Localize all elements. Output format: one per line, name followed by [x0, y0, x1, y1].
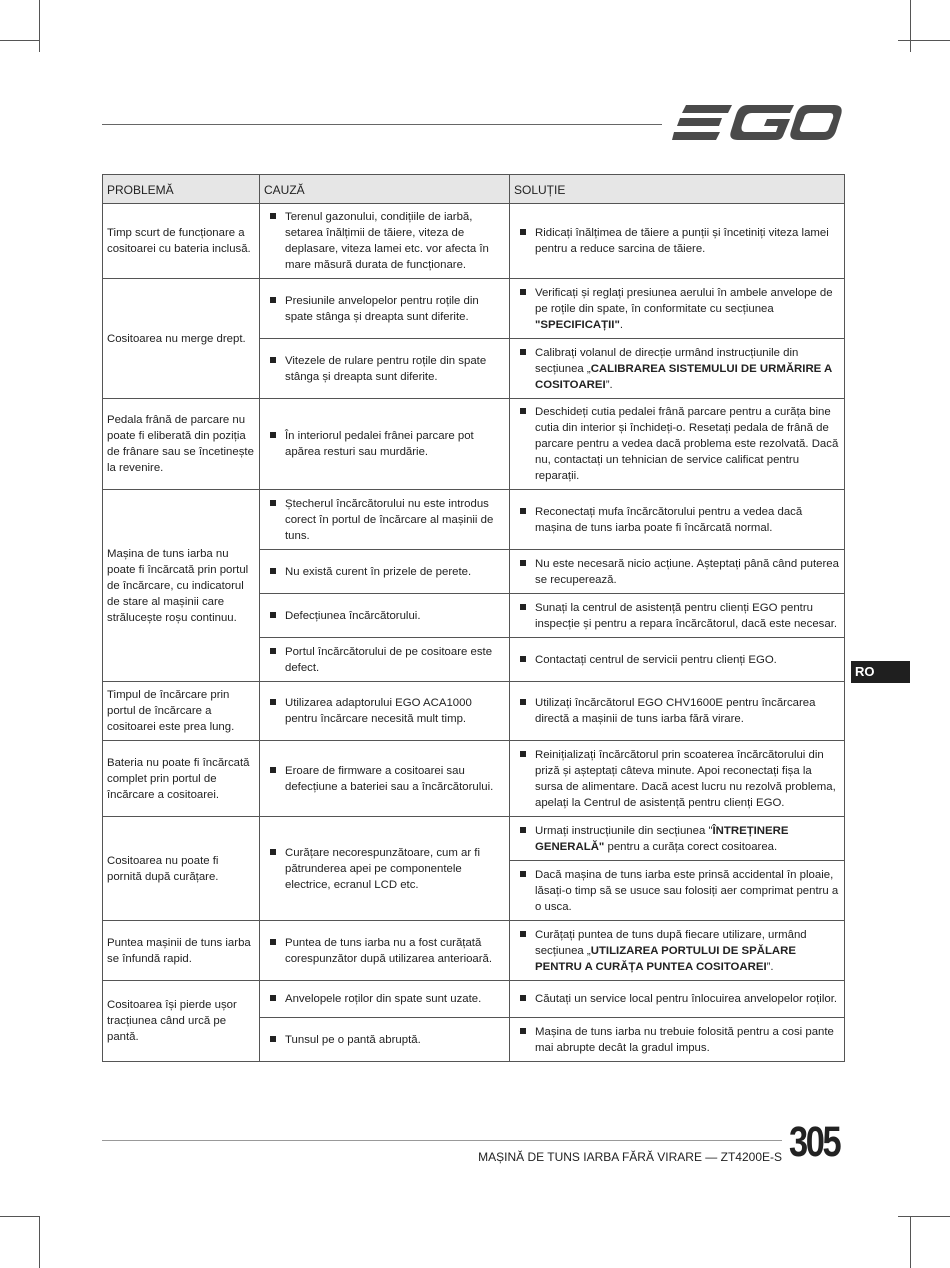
crop-mark — [898, 40, 950, 41]
problem-cell: Timpul de încărcare prin portul de încărcare a cositoarei este prea lung. — [103, 682, 260, 741]
problem-cell: Timp scurt de funcționare a cositoarei cu bateria inclusă. — [103, 204, 260, 279]
solution-cell — [510, 921, 845, 981]
troubleshooting-table — [102, 174, 845, 1062]
cause-text: În interiorul pedalei frânei parcare pot apărea resturi sau murdărie. — [264, 428, 505, 460]
problem-cell: Cositoarea își pierde ușor tracțiunea când urcă pe pantă. — [103, 981, 260, 1062]
footer-title: MAȘINĂ DE TUNS IARBA FĂRĂ VIRARE — ZT4200E-S — [478, 1150, 782, 1164]
cause-cell — [260, 204, 510, 279]
header-problem: PROBLEMĂ — [103, 175, 260, 204]
problem-cell: Pedala frână de parcare nu poate fi eliberată din poziția de frânare sau se încetinește la revenire. — [103, 399, 260, 490]
problem-cell: Cositoarea nu merge drept. — [103, 279, 260, 399]
cause-text: Eroare de firmware a cositoarei sau defecțiune a bateriei sau a încărcătorului. — [264, 763, 505, 795]
solution-cell — [510, 638, 845, 682]
solution-text — [514, 345, 840, 393]
solution-text: Căutați un service local pentru înlocuirea anvelopelor roților. — [514, 991, 840, 1007]
header-rule — [102, 124, 662, 125]
solution-text — [514, 285, 840, 333]
table-row — [103, 817, 845, 861]
solution-text-part: ”. — [766, 960, 774, 973]
table-row — [103, 682, 845, 741]
cause-text: Utilizarea adaptorului EGO ACA1000 pentru încărcare necesită mult timp. — [264, 695, 505, 727]
cause-cell — [260, 1018, 510, 1062]
solution-cell — [510, 490, 845, 550]
solution-cell — [510, 594, 845, 638]
cause-cell — [260, 594, 510, 638]
cause-text: Curățare necorespunzătoare, cum ar fi pătrunderea apei pe componentele electrice, ecranul LCD etc. — [264, 845, 505, 893]
solution-cell — [510, 741, 845, 817]
solution-cell — [510, 817, 845, 861]
table-row — [103, 399, 845, 490]
solution-text: Nu este necesară nicio acțiune. Așteptați până când puterea se recuperează. — [514, 556, 840, 588]
table-row — [103, 741, 845, 817]
solution-cell — [510, 339, 845, 399]
cause-text: Tunsul pe o pantă abruptă. — [264, 1032, 505, 1048]
solution-section-ref: "SPECIFICAȚII" — [535, 318, 620, 331]
header-cause: CAUZĂ — [260, 175, 510, 204]
cause-text: Portul încărcătorului de pe cositoare este defect. — [264, 644, 505, 676]
solution-text: Ridicați înălțimea de tăiere a punții și încetiniți viteza lamei pentru a reduce sarcina de tăiere. — [514, 225, 840, 257]
cause-cell — [260, 399, 510, 490]
cause-cell — [260, 550, 510, 594]
crop-mark — [910, 0, 911, 52]
solution-cell — [510, 279, 845, 339]
solution-text-part: pentru a curăța corect cositoarea. — [604, 840, 778, 853]
solution-text: Utilizați încărcătorul EGO CHV1600E pentru încărcarea directă a mașinii de tuns iarba fără virare. — [514, 695, 840, 727]
ego-logo — [672, 103, 844, 143]
problem-cell: Bateria nu poate fi încărcată complet prin portul de încărcare a cositoarei. — [103, 741, 260, 817]
solution-text: Dacă mașina de tuns iarba este prinsă accidental în ploaie, lăsați-o timp să se usuce sau folosiți aer comprimat pentru a o usca. — [514, 867, 840, 915]
crop-mark — [39, 0, 40, 52]
solution-text-part: . — [619, 318, 624, 331]
solution-text — [514, 823, 840, 855]
table-row — [103, 490, 845, 550]
solution-text — [514, 927, 840, 975]
table-header-row — [103, 175, 845, 204]
cause-cell — [260, 279, 510, 339]
cause-text: Vitezele de rulare pentru roțile din spate stânga și dreapta sunt diferite. — [264, 353, 505, 385]
solution-text: Deschideți cutia pedalei frână parcare pentru a curăța bine cutia din interior și închideți-o. Resetați pedala de frână de parcare pentru a vedea dacă problema este rezolvată. Dacă nu, contactați un tehnician de service calificat pentru reparații. — [514, 404, 840, 484]
solution-text: Mașina de tuns iarba nu trebuie folosită pentru a cosi pante mai abrupte decât la gradul impus. — [514, 1024, 840, 1056]
cause-text: Nu există curent în prizele de perete. — [264, 564, 505, 580]
table-row — [103, 279, 845, 339]
solution-cell — [510, 1018, 845, 1062]
solution-cell — [510, 399, 845, 490]
cause-text: Defecțiunea încărcătorului. — [264, 608, 505, 624]
solution-cell — [510, 204, 845, 279]
solution-text-part: Calibrați volanul de direcție urmând instrucțiunile din secțiunea „ — [535, 346, 799, 375]
table-row — [103, 204, 845, 279]
problem-cell: Puntea mașinii de tuns iarba se înfundă rapid. — [103, 921, 260, 981]
problem-cell: Cositoarea nu poate fi pornită după curățare. — [103, 817, 260, 921]
table-row — [103, 921, 845, 981]
cause-text: Presiunile anvelopelor pentru roțile din spate stânga și dreapta sunt diferite. — [264, 293, 505, 325]
solution-text-part: Verificați și reglați presiunea aerului în ambele anvelope de pe roțile din spate, în conformitate cu secțiunea — [535, 286, 833, 315]
header-solution: SOLUȚIE — [510, 175, 845, 204]
solution-text-part: Curățați puntea de tuns după fiecare utilizare, urmând secțiunea „ — [535, 928, 807, 957]
solution-text: Reconectați mufa încărcătorului pentru a vedea dacă mașina de tuns iarba poate fi încărcată normal. — [514, 504, 840, 536]
solution-section-ref: CALIBRAREA SISTEMULUI DE URMĂRIRE A COSITOAREI — [535, 362, 832, 391]
cause-cell — [260, 490, 510, 550]
crop-mark — [0, 40, 40, 41]
solution-cell — [510, 682, 845, 741]
solution-text: Reinițializați încărcătorul prin scoaterea încărcătorului din priză și așteptați câteva minute. Apoi reconectați fișa la sursa de alimentare. Dacă acest lucru nu rezolvă problema, apelați la Centrul de asistență pentru clienți EGO. — [514, 747, 840, 811]
crop-mark — [910, 1216, 911, 1268]
solution-cell — [510, 981, 845, 1018]
language-tab: RO — [851, 661, 910, 683]
cause-cell — [260, 741, 510, 817]
crop-mark — [0, 1216, 40, 1217]
solution-text-part: ”. — [605, 378, 613, 391]
page-number: 305 — [789, 1118, 840, 1166]
solution-cell — [510, 861, 845, 921]
crop-mark — [898, 1216, 950, 1217]
cause-text: Ștecherul încărcătorului nu este introdus corect în portul de încărcare al mașinii de tuns. — [264, 496, 505, 544]
solution-text: Contactați centrul de servicii pentru clienți EGO. — [514, 652, 840, 668]
cause-cell — [260, 921, 510, 981]
solution-cell — [510, 550, 845, 594]
cause-cell — [260, 817, 510, 921]
cause-text: Anvelopele roților din spate sunt uzate. — [264, 991, 505, 1007]
cause-cell — [260, 981, 510, 1018]
solution-section-ref: UTILIZAREA PORTULUI DE SPĂLARE PENTRU A CURĂȚA PUNTEA COSITOAREI — [535, 944, 796, 973]
cause-cell — [260, 339, 510, 399]
crop-mark — [39, 1216, 40, 1268]
footer-rule — [102, 1140, 782, 1141]
solution-text: Sunați la centrul de asistență pentru clienți EGO pentru inspecție și pentru a repara încărcătorul, dacă este necesar. — [514, 600, 840, 632]
problem-cell: Mașina de tuns iarba nu poate fi încărcată prin portul de încărcare, cu indicatorul de stare al mașinii care strălucește roșu continuu. — [103, 490, 260, 682]
cause-cell — [260, 682, 510, 741]
solution-section-ref: ÎNTREȚINERE GENERALĂ" — [535, 824, 789, 853]
cause-text: Terenul gazonului, condițiile de iarbă, setarea înălțimii de tăiere, viteza de deplasare, viteza lamei etc. vor afecta în mare măsură durata de funcționare. — [264, 209, 505, 273]
cause-cell — [260, 638, 510, 682]
table-row — [103, 981, 845, 1018]
solution-text-part: Urmați instrucțiunile din secțiunea " — [535, 824, 713, 837]
cause-text: Puntea de tuns iarba nu a fost curățată corespunzător după utilizarea anterioară. — [264, 935, 505, 967]
